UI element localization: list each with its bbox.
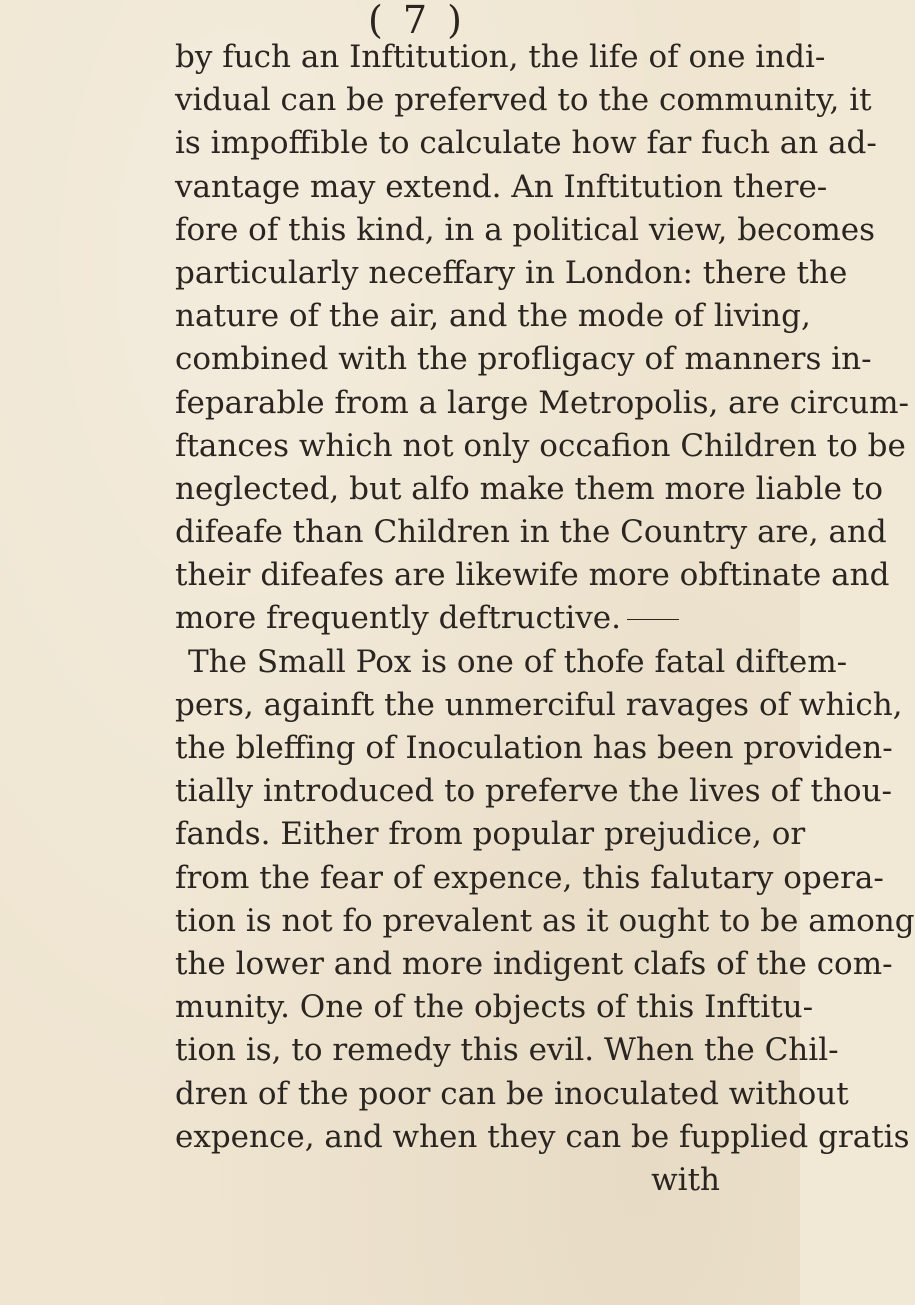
text-line: feparable from a large Metropolis, are circum-	[175, 384, 909, 421]
text-line: their difeafes are likewife more obftinate and	[175, 557, 890, 594]
text-line-content: more frequently deftructive.	[175, 600, 621, 637]
text-line: vantage may extend. An Inftitution there-	[175, 168, 828, 205]
text-line: the lower and more indigent clafs of the com-	[175, 945, 893, 982]
text-line: from the fear of expence, this falutary opera-	[175, 859, 884, 896]
text-line: combined with the profligacy of manners in-	[175, 341, 872, 378]
text-line: tially introduced to preferve the lives of thou-	[175, 773, 893, 810]
page-number: ( 7 )	[368, 0, 466, 42]
text-line: tion is not fo prevalent as it ought to be among	[175, 902, 915, 939]
text-line: difeafe than Children in the Country are, and	[175, 514, 887, 551]
text-line: tion is, to remedy this evil. When the Chil-	[175, 1032, 839, 1069]
text-line: vidual can be preferved to the community, it	[175, 82, 872, 119]
text-line: expence, and when they can be fupplied gratis	[175, 1118, 910, 1155]
text-line: nature of the air, and the mode of living,	[175, 298, 811, 335]
text-line: the bleffing of Inoculation has been providen-	[175, 730, 893, 766]
text-line-paragraph-end	[175, 597, 720, 640]
catchword: with	[651, 1161, 720, 1198]
text-line: neglected, but alfo make them more liable to	[175, 470, 883, 507]
text-line: dren of the poor can be inoculated without	[175, 1075, 849, 1112]
text-line: particularly neceffary in London: there the	[175, 254, 848, 291]
em-dash-rule	[627, 619, 679, 620]
text-line: ftances which not only occafion Children to be	[175, 427, 906, 464]
text-line: by fuch an Inftitution, the life of one indi-	[175, 39, 826, 75]
text-line: fands. Either from popular prejudice, or	[175, 816, 806, 853]
text-line-paragraph-start: The Small Pox is one of thofe fatal diftem-	[188, 643, 848, 680]
body-text	[175, 36, 915, 1202]
text-line: is impoffible to calculate how far fuch an ad-	[175, 125, 877, 162]
text-line: munity. One of the objects of this Inftitu-	[175, 989, 814, 1026]
text-line: fore of this kind, in a political view, becomes	[175, 211, 876, 248]
text-line: pers, againft the unmerciful ravages of which,	[175, 686, 903, 723]
